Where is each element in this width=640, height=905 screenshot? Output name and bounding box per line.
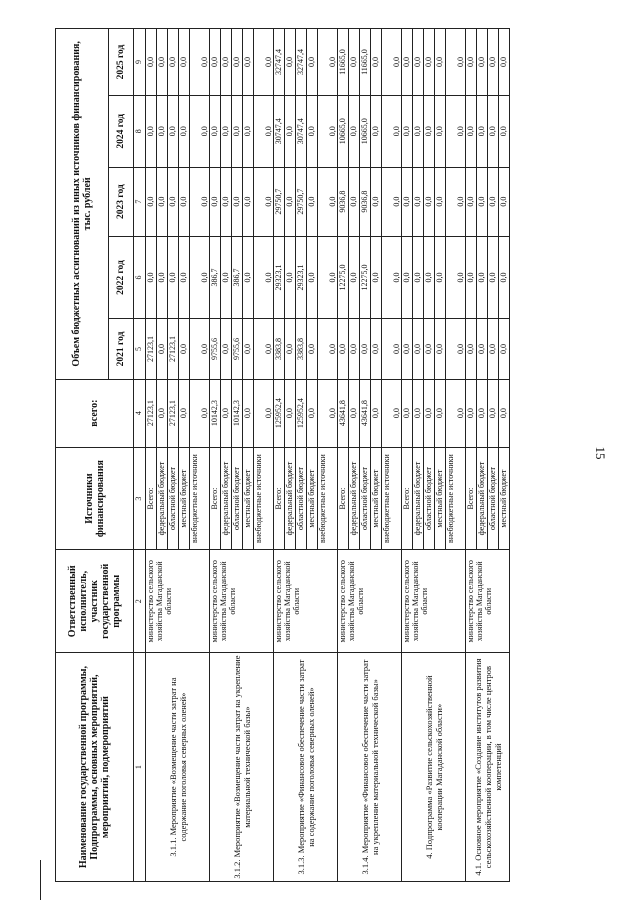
funding-source: федеральный бюджет — [413, 447, 424, 550]
header-budget: Объем бюджетных ассигнований из иных источников финансирования, тыс. рублей — [56, 29, 109, 380]
year-value: 0,0 — [499, 167, 510, 236]
total-value: 43641,8 — [360, 379, 371, 447]
year-value: 0,0 — [254, 236, 274, 319]
year-value: 0,0 — [349, 29, 360, 96]
program-item-name: 3.1.2. Мероприятие «Возмещение части затрат на укрепление материальной технической базы» — [210, 653, 274, 882]
funding-source: Всего: — [338, 447, 349, 550]
year-value: 29750,7 — [274, 167, 285, 236]
funding-source: местный бюджет — [179, 447, 190, 550]
year-value: 10665,0 — [338, 96, 349, 167]
funding-source: областной бюджет — [296, 447, 307, 550]
year-value: 29750,7 — [296, 167, 307, 236]
year-value: 0,0 — [168, 96, 179, 167]
year-value: 9755,6 — [232, 319, 243, 379]
year-value: 0,0 — [338, 319, 349, 379]
year-value: 0,0 — [190, 236, 210, 319]
executor: министерство сельского хозяйства Магаданской области — [146, 550, 210, 653]
funding-source: Всего: — [210, 447, 221, 550]
year-value: 12275,0 — [338, 236, 349, 319]
year-value: 0,0 — [424, 96, 435, 167]
year-value: 0,0 — [221, 319, 232, 379]
year-value: 0,0 — [371, 96, 382, 167]
year-value: 0,0 — [232, 29, 243, 96]
funding-source: федеральный бюджет — [477, 447, 488, 550]
year-value: 27123,1 — [168, 319, 179, 379]
funding-source: федеральный бюджет — [157, 447, 168, 550]
year-value: 0,0 — [243, 29, 254, 96]
funding-source: внебюджетные источники — [446, 447, 466, 550]
total-value: 0,0 — [435, 379, 446, 447]
year-value: 386,7 — [232, 236, 243, 319]
funding-source: Всего: — [274, 447, 285, 550]
header-total: всего: — [56, 379, 134, 447]
total-value: 0,0 — [243, 379, 254, 447]
year-value: 0,0 — [221, 29, 232, 96]
year-value: 0,0 — [477, 96, 488, 167]
funding-source: местный бюджет — [307, 447, 318, 550]
total-value: 27123,1 — [146, 379, 157, 447]
year-value: 11665,0 — [360, 29, 371, 96]
year-value: 0,0 — [488, 96, 499, 167]
year-value: 0,0 — [221, 96, 232, 167]
year-value: 0,0 — [179, 167, 190, 236]
year-value: 0,0 — [435, 167, 446, 236]
column-number: 7 — [134, 167, 146, 236]
executor: министерство сельского хозяйства Магаданской области — [210, 550, 274, 653]
year-value: 0,0 — [210, 167, 221, 236]
program-item-name: 4. Подпрограмма «Развитие сельскохозяйственной кооперации Магаданской области» — [402, 653, 466, 882]
total-value: 0,0 — [382, 379, 402, 447]
year-value: 29323,1 — [296, 236, 307, 319]
executor: министерство сельского хозяйства Магаданской области — [274, 550, 338, 653]
column-number: 5 — [134, 319, 146, 379]
year-value: 0,0 — [285, 236, 296, 319]
year-value: 0,0 — [382, 319, 402, 379]
year-value: 0,0 — [446, 236, 466, 319]
total-value: 0,0 — [221, 379, 232, 447]
total-value: 0,0 — [424, 379, 435, 447]
table-row — [402, 29, 413, 882]
column-number: 6 — [134, 236, 146, 319]
year-value: 0,0 — [232, 167, 243, 236]
year-value: 12275,0 — [360, 236, 371, 319]
table-row — [338, 29, 349, 882]
total-value: 0,0 — [190, 379, 210, 447]
year-value: 0,0 — [307, 96, 318, 167]
total-value: 0,0 — [254, 379, 274, 447]
funding-source: местный бюджет — [435, 447, 446, 550]
year-value: 0,0 — [424, 29, 435, 96]
year-value: 0,0 — [446, 167, 466, 236]
total-value: 10142,3 — [210, 379, 221, 447]
year-value: 0,0 — [254, 29, 274, 96]
year-value: 0,0 — [157, 319, 168, 379]
funding-source: местный бюджет — [499, 447, 510, 550]
year-value: 0,0 — [210, 29, 221, 96]
year-value: 0,0 — [413, 167, 424, 236]
header-year: 2021 год — [109, 319, 134, 379]
year-value: 0,0 — [488, 167, 499, 236]
funding-source: областной бюджет — [232, 447, 243, 550]
year-value: 0,0 — [477, 319, 488, 379]
year-value: 0,0 — [413, 236, 424, 319]
total-value: 0,0 — [349, 379, 360, 447]
table-row — [210, 29, 221, 882]
year-value: 0,0 — [307, 236, 318, 319]
funding-source: областной бюджет — [168, 447, 179, 550]
column-number: 4 — [134, 379, 146, 447]
year-value: 9755,6 — [210, 319, 221, 379]
year-value: 0,0 — [360, 319, 371, 379]
year-value: 0,0 — [307, 167, 318, 236]
year-value: 0,0 — [168, 167, 179, 236]
year-value: 0,0 — [179, 96, 190, 167]
year-value: 0,0 — [318, 29, 338, 96]
header-year: 2022 год — [109, 236, 134, 319]
year-value: 0,0 — [349, 319, 360, 379]
year-value: 9036,8 — [338, 167, 349, 236]
table-row — [146, 29, 157, 882]
year-value: 0,0 — [190, 319, 210, 379]
year-value: 0,0 — [210, 96, 221, 167]
total-value: 0,0 — [466, 379, 477, 447]
year-value: 0,0 — [146, 96, 157, 167]
rotated-table-area — [55, 28, 579, 882]
funding-source: Всего: — [402, 447, 413, 550]
year-value: 0,0 — [190, 29, 210, 96]
year-value: 0,0 — [466, 167, 477, 236]
year-value: 30747,4 — [274, 96, 285, 167]
year-value: 32747,4 — [274, 29, 285, 96]
year-value: 0,0 — [243, 319, 254, 379]
year-value: 0,0 — [435, 236, 446, 319]
year-value: 0,0 — [466, 29, 477, 96]
year-value: 0,0 — [243, 96, 254, 167]
total-value: 0,0 — [307, 379, 318, 447]
program-item-name: 3.1.3. Мероприятие «Финансовое обеспечение части затрат на содержание поголовья северных оленей» — [274, 653, 338, 882]
column-number: 9 — [134, 29, 146, 96]
year-value: 32747,4 — [296, 29, 307, 96]
year-value: 0,0 — [424, 236, 435, 319]
total-value: 0,0 — [413, 379, 424, 447]
header-year: 2024 год — [109, 96, 134, 167]
year-value: 0,0 — [307, 29, 318, 96]
funding-source: Всего: — [146, 447, 157, 550]
year-value: 0,0 — [318, 96, 338, 167]
year-value: 0,0 — [254, 96, 274, 167]
year-value: 0,0 — [371, 236, 382, 319]
funding-source: федеральный бюджет — [349, 447, 360, 550]
year-value: 0,0 — [179, 319, 190, 379]
year-value: 0,0 — [382, 236, 402, 319]
year-value: 0,0 — [382, 96, 402, 167]
total-value: 27123,1 — [168, 379, 179, 447]
budget-table — [55, 28, 510, 882]
year-value: 0,0 — [318, 319, 338, 379]
year-value: 0,0 — [488, 29, 499, 96]
table-row — [274, 29, 285, 882]
year-value: 0,0 — [435, 29, 446, 96]
year-value: 27123,1 — [146, 319, 157, 379]
table-row — [466, 29, 477, 882]
year-value: 0,0 — [477, 167, 488, 236]
year-value: 10665,0 — [360, 96, 371, 167]
year-value: 0,0 — [146, 29, 157, 96]
year-value: 0,0 — [168, 236, 179, 319]
total-value: 0,0 — [285, 379, 296, 447]
year-value: 386,7 — [210, 236, 221, 319]
year-value: 0,0 — [254, 319, 274, 379]
funding-source: Всего: — [466, 447, 477, 550]
program-item-name: 3.1.1. Мероприятие «Возмещение части затрат на содержание поголовья северных оленей» — [146, 653, 210, 882]
year-value: 0,0 — [349, 236, 360, 319]
year-value: 0,0 — [488, 319, 499, 379]
funding-source: областной бюджет — [424, 447, 435, 550]
year-value: 0,0 — [382, 167, 402, 236]
year-value: 0,0 — [424, 167, 435, 236]
year-value: 0,0 — [402, 167, 413, 236]
year-value: 0,0 — [466, 236, 477, 319]
column-number-row — [134, 29, 146, 882]
year-value: 0,0 — [499, 236, 510, 319]
year-value: 0,0 — [168, 29, 179, 96]
column-number: 3 — [134, 447, 146, 550]
total-value: 0,0 — [157, 379, 168, 447]
year-value: 0,0 — [243, 167, 254, 236]
funding-source: местный бюджет — [243, 447, 254, 550]
total-value: 0,0 — [318, 379, 338, 447]
total-value: 0,0 — [499, 379, 510, 447]
year-value: 3383,8 — [274, 319, 285, 379]
year-value: 29323,1 — [274, 236, 285, 319]
year-value: 9036,8 — [360, 167, 371, 236]
year-value: 0,0 — [285, 167, 296, 236]
total-value: 0,0 — [402, 379, 413, 447]
year-value: 0,0 — [190, 167, 210, 236]
funding-source: внебюджетные источники — [190, 447, 210, 550]
year-value: 0,0 — [157, 236, 168, 319]
funding-source: областной бюджет — [488, 447, 499, 550]
year-value: 0,0 — [402, 96, 413, 167]
table-body — [134, 29, 510, 882]
year-value: 0,0 — [488, 236, 499, 319]
program-item-name: 3.1.4. Мероприятие «Финансовое обеспечение части затрат на укрепление материальной технической базы» — [338, 653, 402, 882]
year-value: 0,0 — [146, 236, 157, 319]
year-value: 30747,4 — [296, 96, 307, 167]
year-value: 0,0 — [499, 319, 510, 379]
year-value: 0,0 — [402, 236, 413, 319]
year-value: 0,0 — [424, 319, 435, 379]
year-value: 0,0 — [190, 96, 210, 167]
year-value: 0,0 — [349, 167, 360, 236]
year-value: 0,0 — [466, 319, 477, 379]
year-value: 0,0 — [402, 29, 413, 96]
rotated-table-holder — [55, 28, 579, 882]
funding-source: внебюджетные источники — [382, 447, 402, 550]
year-value: 0,0 — [146, 167, 157, 236]
column-number: 1 — [134, 653, 146, 882]
year-value: 0,0 — [435, 96, 446, 167]
executor: министерство сельского хозяйства Магаданской области — [338, 550, 402, 653]
funding-source: федеральный бюджет — [285, 447, 296, 550]
year-value: 0,0 — [371, 29, 382, 96]
total-value: 0,0 — [179, 379, 190, 447]
header-executor: Ответственный исполнитель, участник государственной программы — [56, 550, 134, 653]
total-value: 125952,4 — [296, 379, 307, 447]
year-value: 0,0 — [318, 167, 338, 236]
funding-source: федеральный бюджет — [221, 447, 232, 550]
year-value: 0,0 — [466, 96, 477, 167]
year-value: 0,0 — [477, 236, 488, 319]
year-value: 0,0 — [307, 319, 318, 379]
header-name: Наименование государственной программы, Подпрограммы, основных мероприятий, мероприятий, подмероприятий — [56, 653, 134, 882]
year-value: 0,0 — [157, 96, 168, 167]
year-value: 0,0 — [413, 319, 424, 379]
funding-source: областной бюджет — [360, 447, 371, 550]
total-value: 0,0 — [477, 379, 488, 447]
year-value: 0,0 — [179, 236, 190, 319]
year-value: 0,0 — [285, 319, 296, 379]
program-item-name: 4.1. Основное мероприятие «Создание институтов развития сельскохозяйственной кооперации, в том числе центров компетенций — [466, 653, 510, 882]
year-value: 0,0 — [477, 29, 488, 96]
page-number: 15 — [593, 446, 608, 460]
year-value: 0,0 — [446, 319, 466, 379]
year-value: 0,0 — [221, 236, 232, 319]
year-value: 0,0 — [157, 167, 168, 236]
year-value: 0,0 — [232, 96, 243, 167]
total-value: 10142,3 — [232, 379, 243, 447]
year-value: 0,0 — [499, 96, 510, 167]
year-value: 0,0 — [435, 319, 446, 379]
year-value: 0,0 — [157, 29, 168, 96]
funding-source: внебюджетные источники — [254, 447, 274, 550]
funding-source: местный бюджет — [371, 447, 382, 550]
year-value: 0,0 — [413, 29, 424, 96]
year-value: 0,0 — [371, 167, 382, 236]
year-value: 0,0 — [179, 29, 190, 96]
total-value: 43641,8 — [338, 379, 349, 447]
column-number: 8 — [134, 96, 146, 167]
year-value: 11665,0 — [338, 29, 349, 96]
executor: министерство сельского хозяйства Магаданской области — [466, 550, 510, 653]
header-sources: Источники финансирования — [56, 447, 134, 550]
year-value: 0,0 — [382, 29, 402, 96]
year-value: 0,0 — [413, 96, 424, 167]
total-value: 125952,4 — [274, 379, 285, 447]
year-value: 0,0 — [446, 29, 466, 96]
funding-source: внебюджетные источники — [318, 447, 338, 550]
total-value: 0,0 — [446, 379, 466, 447]
executor: министерство сельского хозяйства Магаданской области — [402, 550, 466, 653]
year-value: 0,0 — [499, 29, 510, 96]
year-value: 0,0 — [243, 236, 254, 319]
year-value: 0,0 — [254, 167, 274, 236]
year-value: 0,0 — [221, 167, 232, 236]
total-value: 0,0 — [488, 379, 499, 447]
year-value: 0,0 — [285, 29, 296, 96]
header-year: 2023 год — [109, 167, 134, 236]
binding-margin-line — [40, 860, 41, 900]
year-value: 3383,8 — [296, 319, 307, 379]
column-number: 2 — [134, 550, 146, 653]
year-value: 0,0 — [349, 96, 360, 167]
year-value: 0,0 — [318, 236, 338, 319]
year-value: 0,0 — [371, 319, 382, 379]
header-year: 2025 год — [109, 29, 134, 96]
year-value: 0,0 — [446, 96, 466, 167]
year-value: 0,0 — [285, 96, 296, 167]
year-value: 0,0 — [402, 319, 413, 379]
total-value: 0,0 — [371, 379, 382, 447]
